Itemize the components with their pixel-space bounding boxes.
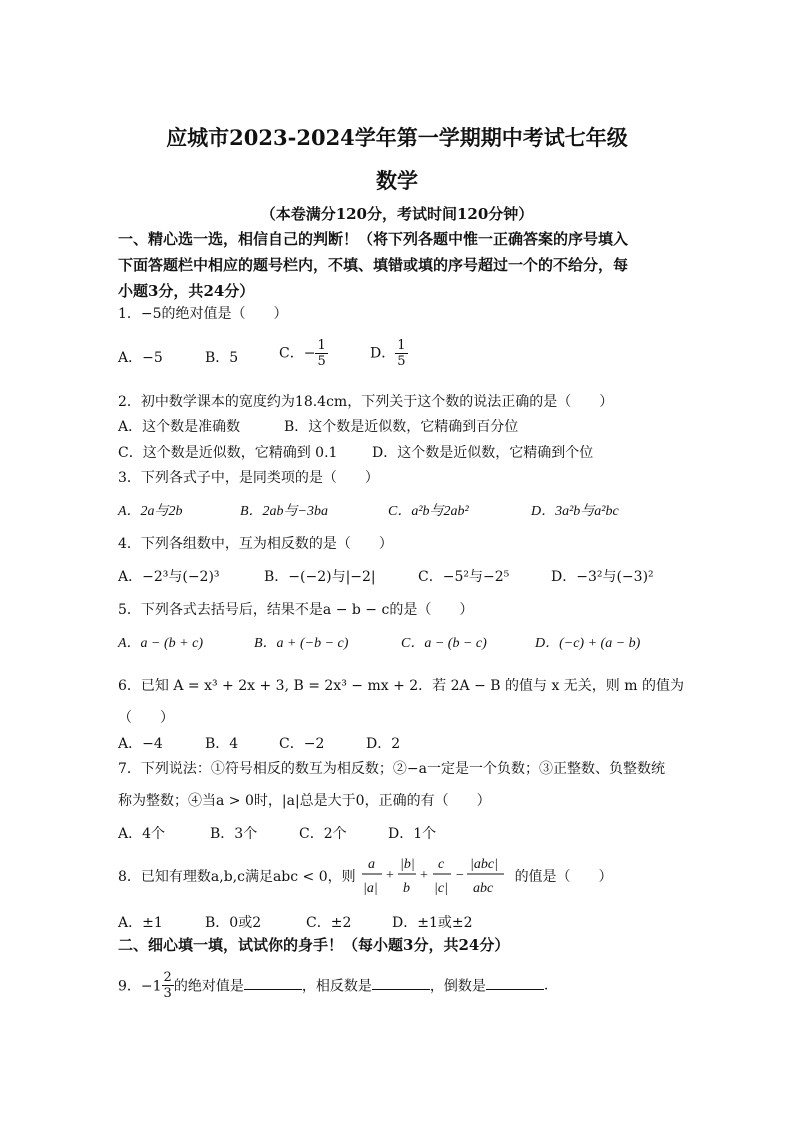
fraction-denominator: 5 [397, 354, 406, 369]
q4-option-c: C．−5²与−2⁵ [418, 569, 510, 585]
q2-stem: 2．初中数学课本的宽度约为18.4cm，下列关于这个数的说法正确的是（ ） [118, 394, 614, 410]
q8-stem [118, 852, 613, 900]
fraction-numerator: 1 [317, 338, 326, 353]
q8-term4-denominator: abc [473, 881, 494, 896]
q7-option-b: B．3个 [210, 826, 258, 842]
q2-option-c: C．这个数是近似数，它精确到 0.1 [118, 445, 338, 461]
q8-term3-numerator: c [438, 857, 445, 872]
q7-option-c: C．2个 [299, 826, 347, 842]
q8-plus-2: + [420, 868, 429, 883]
q6-stem-line2: （ ） [118, 710, 174, 726]
fraction-numerator: 1 [397, 338, 406, 353]
q9-stem [118, 970, 548, 1001]
q9-blank-absolute-value[interactable] [244, 975, 302, 990]
q3-option-b: B．2ab与−3ba [240, 504, 328, 519]
q1-option-d-prefix: D． [370, 345, 396, 362]
q9-part2: ，相反数是 [301, 978, 372, 995]
q7-stem-line1: 7．下列说法：①符号相反的数互为相反数；②−a一定是一个负数；③正整数、负整数统 [118, 761, 665, 777]
q4-option-b: B．−(−2)与|−2| [264, 569, 376, 585]
exam-title: 应城市2023-2024学年第一学期期中考试七年级 [166, 125, 628, 150]
q9-fraction [162, 970, 174, 1001]
q8-minus: − [456, 868, 465, 883]
q2-option-d: D．这个数是近似数，它精确到个位 [372, 445, 594, 461]
section1-heading-line3: 小题3分，共24分） [118, 282, 255, 300]
section1-heading [118, 226, 688, 304]
q8-plus-1: + [386, 868, 395, 883]
q8-option-a: A．±1 [118, 915, 163, 931]
q4-option-a: A．−2³与(−2)³ [118, 569, 220, 585]
q6-option-c: C．−2 [279, 736, 325, 752]
q1-option-c [279, 338, 328, 369]
q1-option-a: A．−5 [118, 350, 163, 366]
q8-option-b: B．0或2 [205, 915, 262, 931]
q8-stem-post: 的值是（ ） [514, 869, 613, 885]
q1-option-c-prefix: C．− [279, 345, 316, 362]
q3-stem: 3．下列各式子中，是同类项的是（ ） [118, 470, 379, 486]
q1-option-d [370, 338, 408, 369]
q8-term1-numerator: a [368, 857, 376, 872]
exam-note: （本卷满分120分，考试时间120分钟） [260, 205, 534, 223]
q8-option-d: D．±1或±2 [392, 915, 473, 931]
q4-option-d: D．−3²与(−3)² [551, 569, 654, 585]
fraction-numerator: 2 [163, 970, 172, 985]
q2-option-b: B．这个数是近似数，它精确到百分位 [284, 419, 519, 435]
fraction-denominator: 3 [163, 986, 172, 1001]
q8-term2-denominator: b [403, 881, 411, 896]
q4-stem: 4．下列各组数中，互为相反数的是（ ） [118, 536, 393, 552]
q9-prefix: 9．−1 [118, 978, 162, 995]
q1-option-b: B．5 [205, 350, 239, 366]
q9-part3: ，倒数是 [429, 978, 486, 995]
q5-option-d: D．(−c) + (a − b) [535, 636, 641, 651]
q8-option-c: C．±2 [306, 915, 352, 931]
q5-option-a: A．a − (b + c) [118, 636, 203, 651]
q7-stem-line2: 称为整数；④当a > 0时，|a|总是大于0，正确的有（ ） [118, 793, 491, 809]
q8-term2-numerator: |b| [400, 857, 415, 872]
q8-term1-denominator: |a| [363, 881, 378, 896]
q6-option-a: A．−4 [118, 736, 163, 752]
q6-stem-line1: 6．已知 A = x³ + 2x + 3, B = 2x³ − mx + 2．若 2A − B 的值与 x 无关，则 m 的值为 [118, 678, 684, 694]
q9-end: . [543, 977, 549, 994]
section2-heading: 二、细心填一填，试试你的身手！（每小题3分，共24分） [118, 936, 510, 954]
q9-blank-opposite[interactable] [372, 975, 430, 990]
q5-option-c: C．a − (b − c) [401, 636, 487, 651]
q5-option-b: B．a + (−b − c) [254, 636, 349, 651]
q9-blank-reciprocal[interactable] [486, 975, 544, 990]
q3-option-a: A．2a与2b [118, 504, 183, 519]
section1-heading-line2: 下面答题栏中相应的题号栏内，不填、填错或填的序号超过一个的不给分，每 [118, 256, 629, 274]
subject-title: 数学 [376, 168, 418, 193]
q1-option-d-fraction [395, 338, 407, 369]
q5-stem: 5．下列各式去括号后，结果不是a − b − c的是（ ） [118, 602, 474, 618]
q3-option-d: D．3a²b与a²bc [531, 504, 619, 519]
fraction-denominator: 5 [317, 354, 326, 369]
q8-expression [360, 852, 510, 900]
q1-stem: 1．−5的绝对值是（ ） [118, 306, 288, 322]
q8-stem-pre: 8．已知有理数a,b,c满足abc < 0，则 [118, 869, 356, 885]
q8-term4-numerator: |abc| [470, 857, 499, 872]
q6-option-b: B．4 [205, 736, 239, 752]
q6-option-d: D．2 [366, 736, 401, 752]
section1-heading-line1: 一、精心选一选，相信自己的判断！（将下列各题中惟一正确答案的序号填入 [118, 230, 629, 248]
q2-option-a: A．这个数是准确数 [118, 419, 241, 435]
q7-option-a: A．4个 [118, 826, 166, 842]
q1-option-c-fraction [315, 338, 327, 369]
q8-term3-denominator: |c| [434, 881, 449, 896]
q7-option-d: D．1个 [388, 826, 437, 842]
q9-part1: 的绝对值是 [173, 978, 244, 995]
q3-option-c: C．a²b与2ab² [388, 504, 469, 519]
